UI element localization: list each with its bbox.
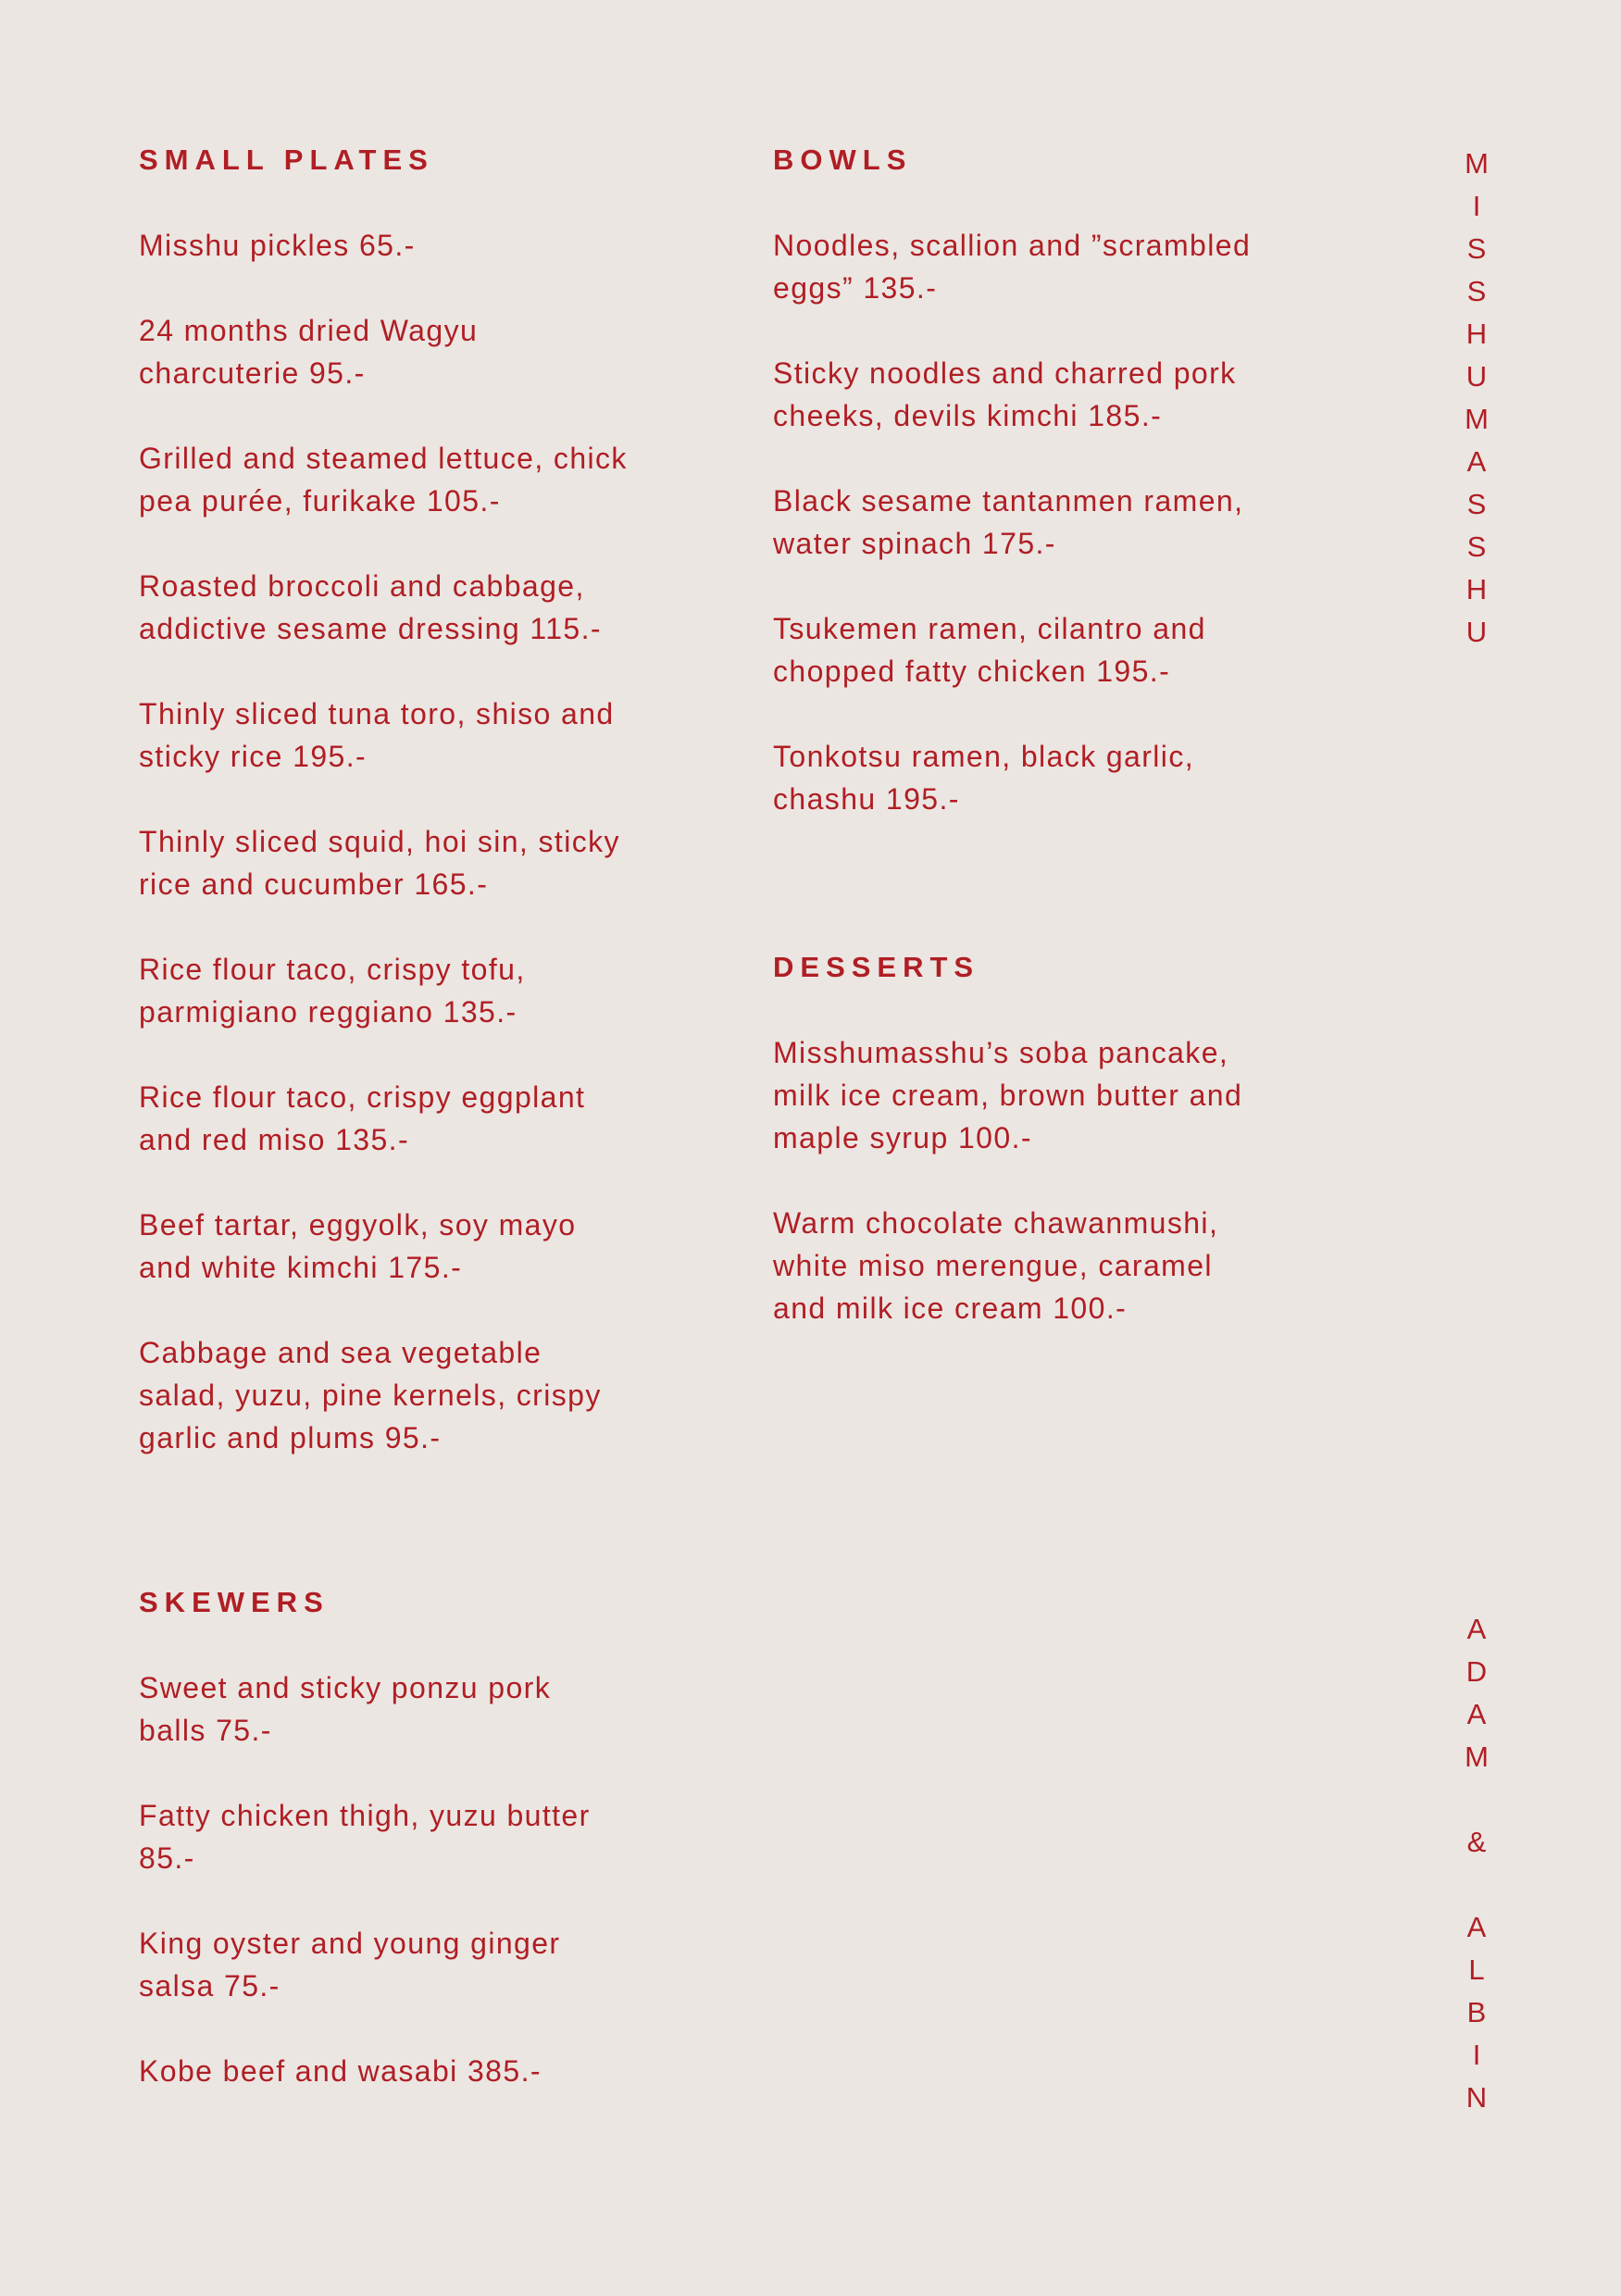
menu-item: Thinly sliced tuna toro, shiso and sticky rice 195.- bbox=[139, 697, 615, 773]
desserts-section bbox=[773, 946, 1347, 1372]
brand-letter: S bbox=[1466, 275, 1487, 307]
credits-letter: N bbox=[1465, 2081, 1488, 2114]
credits-letter: L bbox=[1468, 1953, 1485, 1986]
menu-item: Sweet and sticky ponzu pork balls 75.- bbox=[139, 1671, 552, 1747]
skewers-heading: SKEWERS bbox=[139, 1586, 330, 1618]
credits-letter: I bbox=[1472, 2039, 1481, 2071]
menu-item: Misshumasshu’s soba pancake, milk ice cream, brown butter and maple syrup 100.- bbox=[773, 1036, 1243, 1154]
credits-letter: M bbox=[1465, 1741, 1489, 1773]
brand-letter: H bbox=[1465, 318, 1488, 350]
bowls-list bbox=[773, 224, 1347, 820]
small-plates-heading: SMALL PLATES bbox=[139, 144, 434, 176]
brand-letter: U bbox=[1465, 360, 1488, 393]
brand-letter: M bbox=[1465, 147, 1489, 180]
menu-item: 24 months dried Wagyu charcuterie 95.- bbox=[139, 314, 479, 390]
menu-item: Warm chocolate chawanmushi, white miso merengue, caramel and milk ice cream 100.- bbox=[773, 1206, 1219, 1325]
brand-letter: S bbox=[1466, 488, 1487, 520]
credits-letter: A bbox=[1466, 1911, 1487, 1943]
bowls-section bbox=[773, 139, 1347, 863]
brand-letter: S bbox=[1466, 530, 1487, 563]
menu-item: Sticky noodles and charred pork cheeks, devils kimchi 185.- bbox=[773, 356, 1237, 432]
menu-item: Tsukemen ramen, cilantro and chopped fatty chicken 195.- bbox=[773, 612, 1206, 688]
menu-item: Rice flour taco, crispy tofu, parmigiano reggiano 135.- bbox=[139, 953, 526, 1029]
menu-item: Grilled and steamed lettuce, chick pea purée, furikake 105.- bbox=[139, 442, 628, 518]
brand-letter: M bbox=[1465, 403, 1489, 435]
menu-item: Thinly sliced squid, hoi sin, sticky rice and cucumber 165.- bbox=[139, 825, 620, 901]
credits-ampersand: & bbox=[1466, 1826, 1487, 1858]
brand-letter: U bbox=[1465, 616, 1488, 648]
small-plates-list bbox=[139, 224, 713, 1459]
brand-letter: S bbox=[1466, 232, 1487, 265]
menu-item: Kobe beef and wasabi 385.- bbox=[139, 2054, 542, 2088]
vertical-credits bbox=[1444, 1608, 1509, 2119]
bowls-heading: BOWLS bbox=[773, 144, 913, 176]
skewers-list bbox=[139, 1666, 713, 2092]
menu-item: Cabbage and sea vegetable salad, yuzu, pine kernels, crispy garlic and plums 95.- bbox=[139, 1336, 602, 1454]
brand-letter: H bbox=[1465, 573, 1488, 605]
menu-item: Black sesame tantanmen ramen, water spinach 175.- bbox=[773, 484, 1244, 560]
skewers-section bbox=[139, 1581, 713, 2135]
desserts-list bbox=[773, 1031, 1347, 1329]
menu-item: King oyster and young ginger salsa 75.- bbox=[139, 1927, 561, 2003]
menu-item: Noodles, scallion and ”scrambled eggs” 135.- bbox=[773, 229, 1252, 305]
credits-letter: A bbox=[1466, 1613, 1487, 1645]
menu-item: Roasted broccoli and cabbage, addictive sesame dressing 115.- bbox=[139, 569, 602, 645]
menu-item: Rice flour taco, crispy eggplant and red miso 135.- bbox=[139, 1080, 586, 1156]
menu-item: Misshu pickles 65.- bbox=[139, 229, 416, 262]
small-plates-section bbox=[139, 139, 713, 1502]
desserts-heading: DESSERTS bbox=[773, 951, 980, 983]
menu-item: Beef tartar, eggyolk, soy mayo and white kimchi 175.- bbox=[139, 1208, 577, 1284]
brand-letter: I bbox=[1472, 190, 1481, 222]
menu-item: Tonkotsu ramen, black garlic, chashu 195.- bbox=[773, 740, 1195, 816]
menu-item: Fatty chicken thigh, yuzu butter 85.- bbox=[139, 1799, 591, 1875]
credits-letter: D bbox=[1465, 1655, 1488, 1688]
vertical-brand-name bbox=[1444, 143, 1509, 654]
credits-letter: B bbox=[1466, 1996, 1487, 2028]
brand-letter: A bbox=[1466, 445, 1487, 478]
credits-letter: A bbox=[1466, 1698, 1487, 1730]
